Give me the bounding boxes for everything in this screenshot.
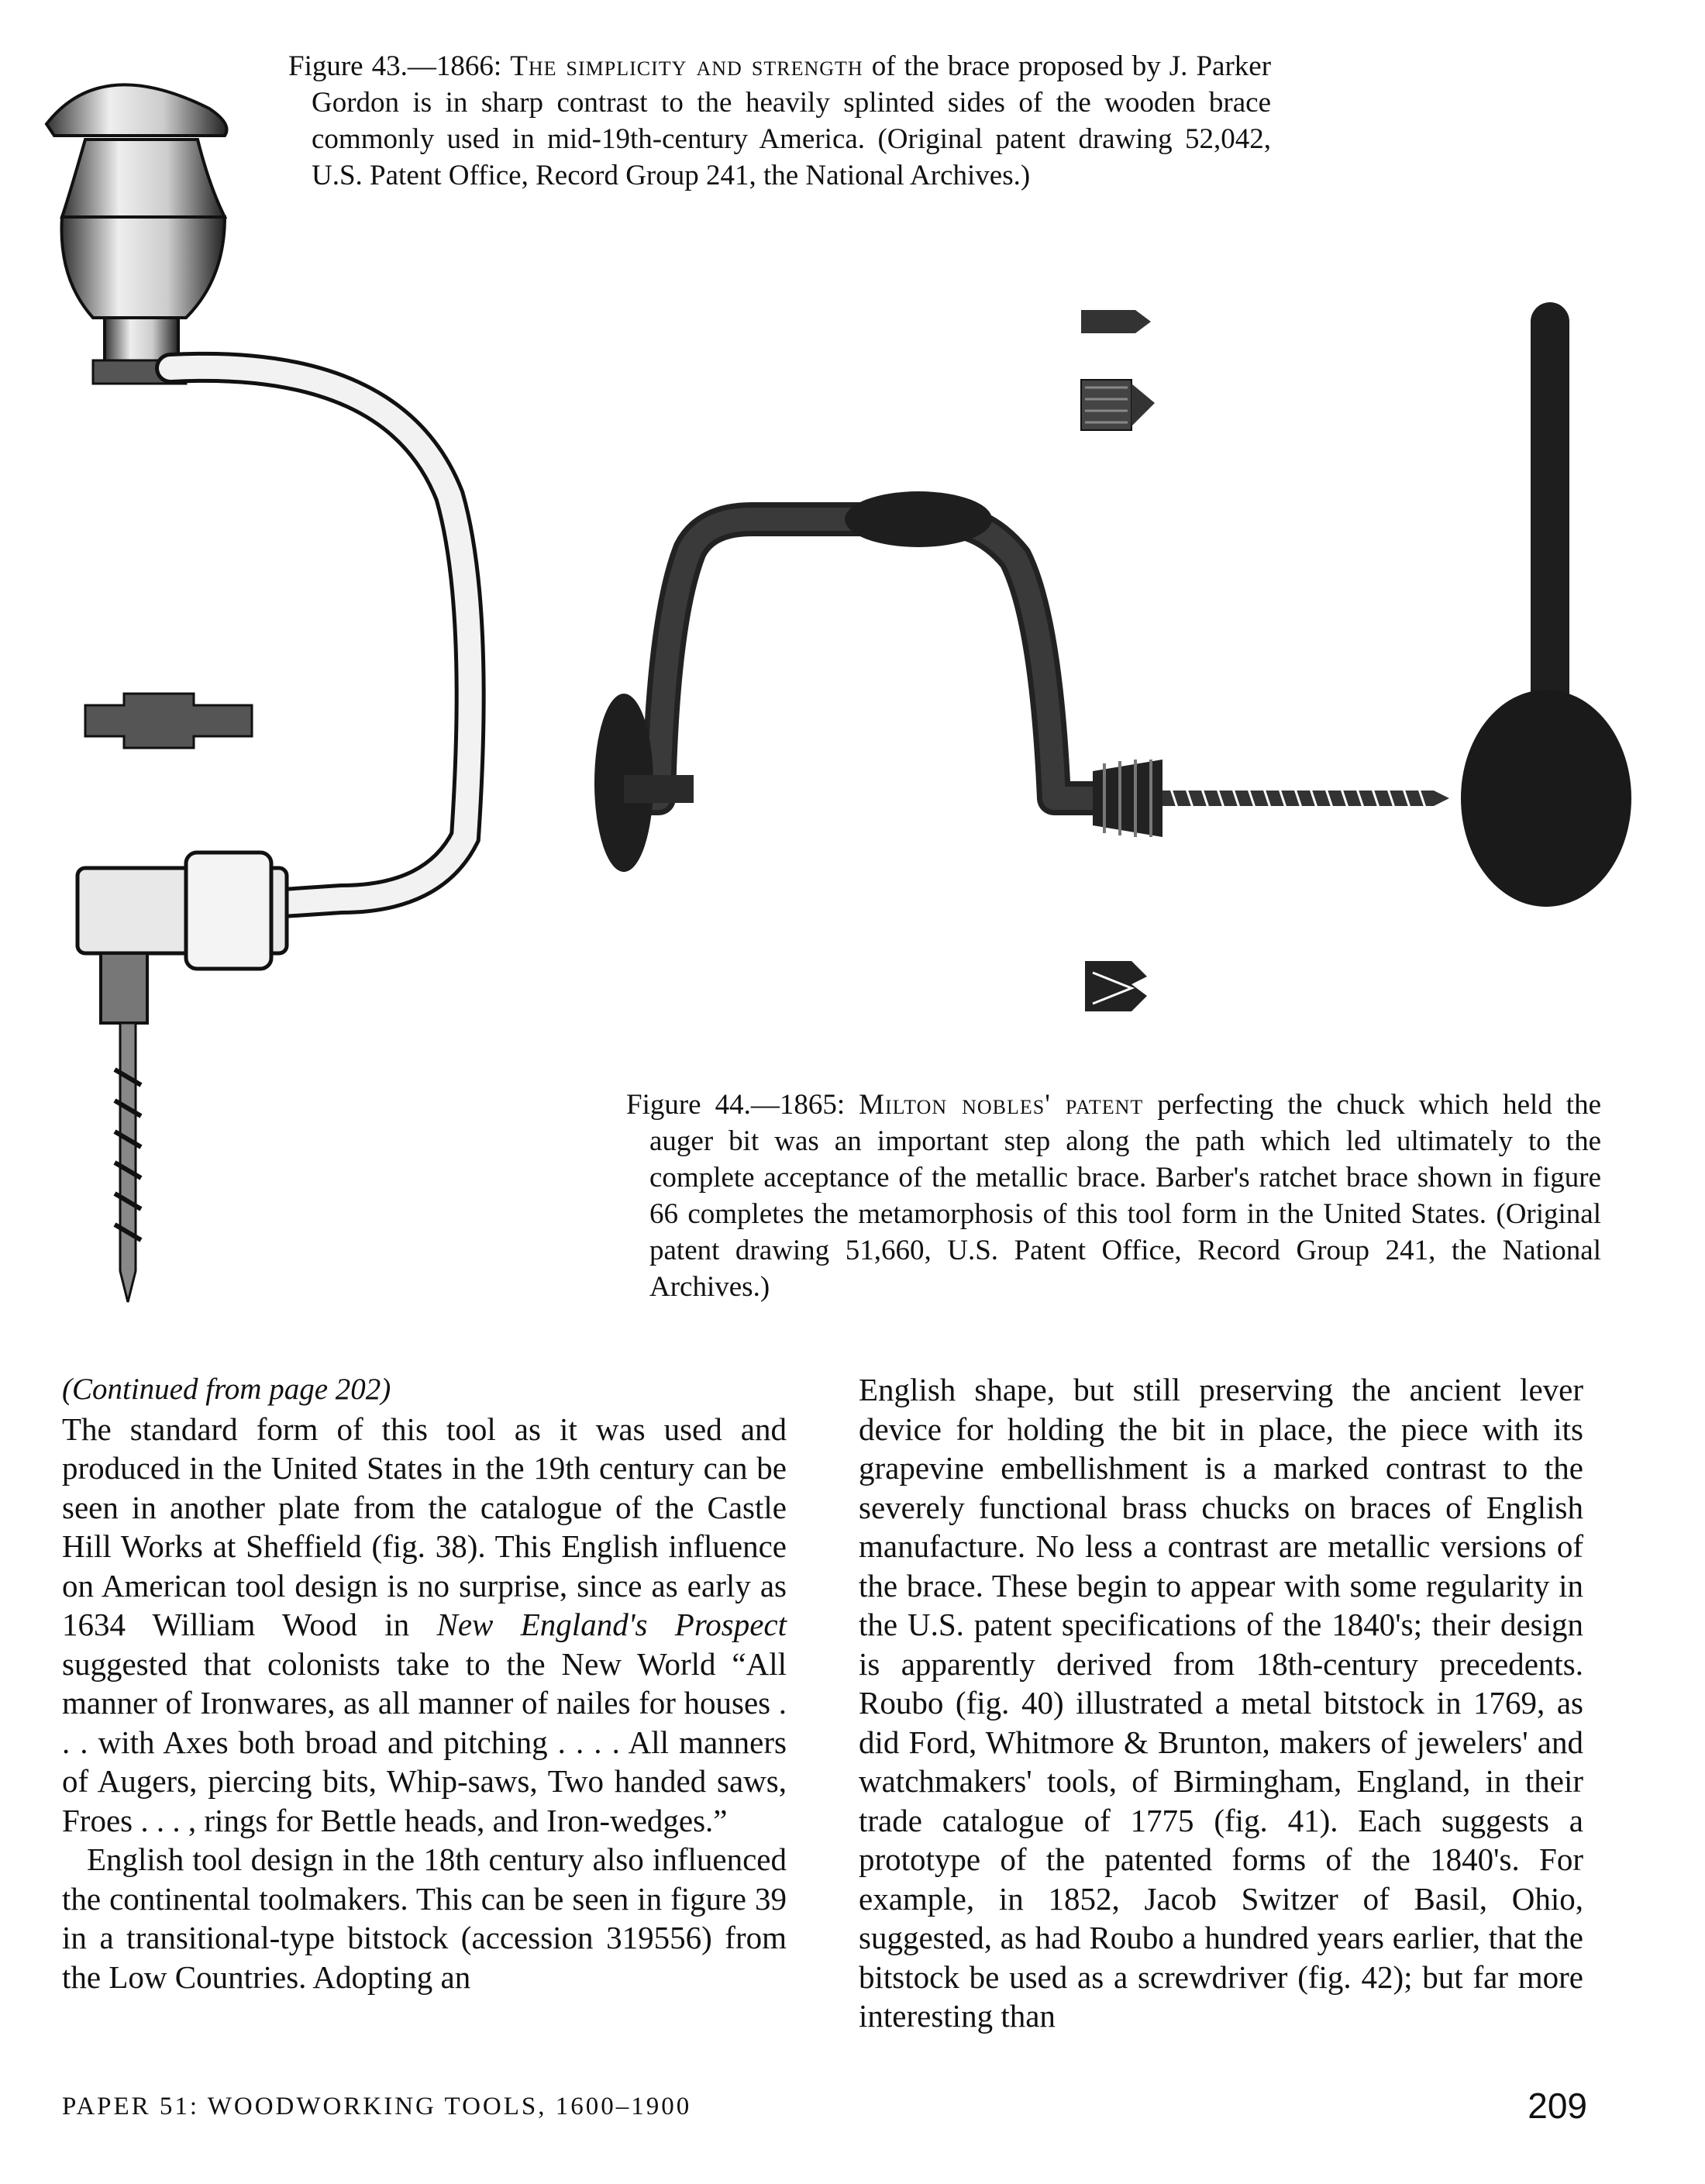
figure-43-lead: The simplicity and strength (510, 50, 863, 82)
book-title: New England's Prospect (436, 1607, 787, 1642)
figure-43-text: of the brace proposed by J. Parker Gordon is in sharp contrast to the heavily splinted sides of the wooden brace commonly used in mid-19th-century America. (Original patent drawing 52,042, U.S. Patent Office, Record Group 241, the National Archives.) (312, 50, 1272, 191)
left-paragraph-1-part-b: suggested that colonists take to the New World “All manner of Ironwares, as all manner of nailes for houses . . . with Axes both broad and pitching . . . . All manners of Augers, piercing bits, Whip-saws, Two handed saws, Froes . . . , rings for Bettle heads, and Iron-wedges.” (62, 1645, 787, 1838)
figure-43-brace-illustration (31, 62, 512, 1318)
left-paragraph-1-part-a: The standard form of this tool as it was used and produced in the United States in the 19th century can be seen in another plate from the catalogue of the Castle Hill Works at Sheffield (fig. 38). This English influence on American tool design is no surprise, since as early as 1634 William Wood in (62, 1411, 787, 1642)
running-footer: PAPER 51: WOODWORKING TOOLS, 1600–1900 (62, 2093, 692, 2120)
right-paragraph-1: English shape, but still preserving the ancient lever device for holding the bit in place, the piece with its grapevine embellishment is a marked contrast to the severely functional brass chucks on braces of English manufacture. No less a contrast are metallic versions of the brace. These begin to appear with some regularity in the U.S. patent specifications of the 1840's; their design is apparently derived from 18th-century precedents. Roubo (fig. 40) illustrated a metal bitstock in 1769, as did Ford, Whitmore & Brunton, makers of jewelers' and watchmakers' tools, of Birmingham, England, in their trade catalogue of 1775 (fig. 41). Each suggests a prototype of the patented forms of the 1840's. For example, in 1852, Jacob Switzer of Basil, Ohio, suggested, as had Roubo a hundred years earlier, that the bitstock be used as a screwdriver (fig. 42); but far more interesting than (859, 1372, 1583, 2034)
figure-44-lead: Milton nobles' patent (859, 1089, 1144, 1121)
continued-note: (Continued from page 202) (62, 1373, 391, 1406)
left-paragraph-1 (62, 1410, 787, 1841)
figure-43-caption (288, 48, 1271, 194)
left-paragraph-2: English tool design in the 18th century also influenced the continental toolmakers. This can be seen in figure 39 in a transitional-type bitstock (accession 319556) from the Low Countries. Adopting an (62, 1841, 787, 1995)
figure-44-brace-illustration (473, 295, 1682, 1039)
page-number: 209 (1528, 2086, 1587, 2126)
figure-44-caption (626, 1087, 1601, 1305)
left-column (62, 1370, 787, 1996)
figure-44-text: perfecting the chuck which held the auger bit was an important step along the path which led ultimately to the complete acceptance of the metallic brace. Barber's ratchet brace shown in figure 66 completes the metamorphosis of this tool form in the United States. (Original patent drawing 51,660, U.S. Patent Office, Record Group 241, the National Archives.) (649, 1089, 1601, 1303)
figure-43-label: Figure 43.—1866: (288, 50, 502, 82)
right-column (859, 1370, 1583, 2036)
figure-44-label: Figure 44.—1865: (626, 1089, 846, 1121)
